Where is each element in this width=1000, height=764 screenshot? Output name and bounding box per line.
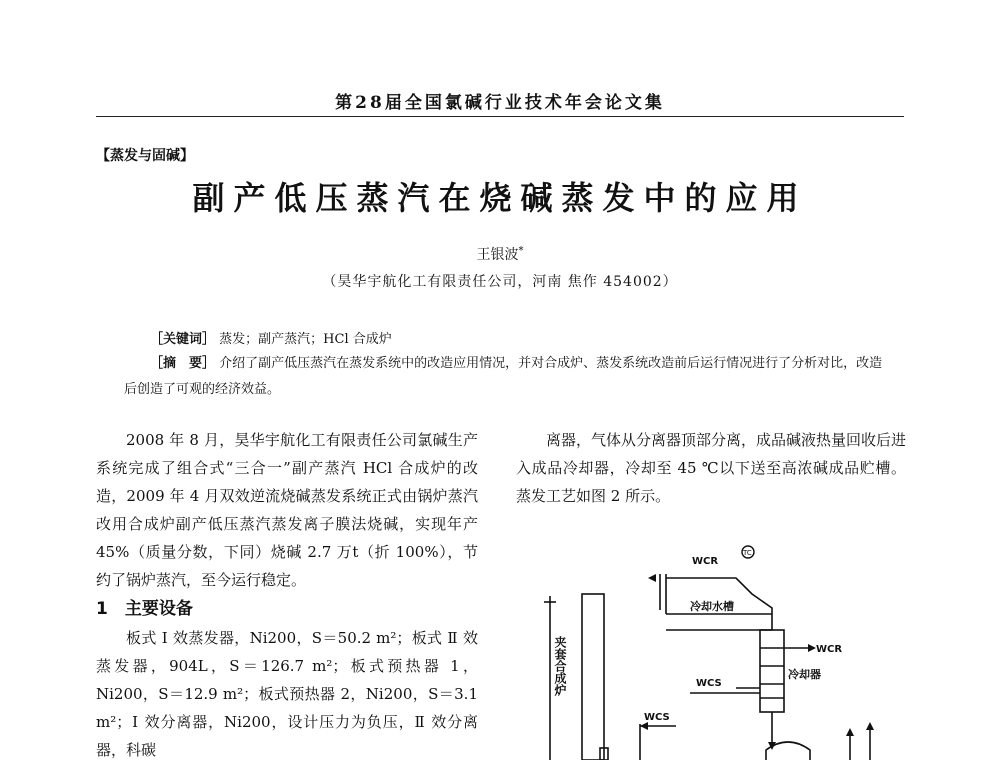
header-rule — [96, 116, 904, 117]
section-1-paragraph: 板式 Ⅰ 效蒸发器，Ni200，S＝50.2 m²；板式 Ⅱ 效蒸发器，904L，S＝126.7 m²；板式预热器 1，Ni200，S＝12.9 m²；板式预热器 2，Ni200，S＝3.1 m²；Ⅰ 效分离器，Ni200，设计压力为负压，Ⅱ 效分离器，科碳 — [96, 629, 478, 759]
diagram-label-tc: TC — [743, 549, 752, 557]
diagram-label-cooling-tank: 冷却水槽 — [690, 600, 734, 613]
diagram-label-wcr-top: WCR — [692, 556, 719, 567]
intro-paragraph: 2008 年 8 月，昊华宇航化工有限责任公司氯碱生产系统完成了组合式“三合一”副产蒸汽 HCl 合成炉的改造，2009 年 4 月双效逆流烧碱蒸发系统正式由锅炉蒸汽改用合成炉副产低压蒸汽蒸发离子膜法烧碱，实现年产 45%（质量分数，下同）烧碱 2.7 万t（折 100%），节约了锅炉蒸汽，至今运行稳定。 — [96, 431, 478, 589]
abstract-text: 介绍了副产低压蒸汽在蒸发系统中的改造应用情况，并对合成炉、蒸发系统改造前后运行情况进行了分析对比，改造后创造了可观的经济效益。 — [124, 356, 883, 397]
right-column — [516, 426, 906, 510]
keywords-text: 蒸发；副产蒸汽；HCl 合成炉 — [219, 332, 392, 347]
furnace-body — [582, 594, 604, 760]
author-mark: * — [518, 245, 524, 257]
keywords — [150, 328, 392, 347]
journal-header: 第28届全国氯碱行业技术年会论文集 — [335, 93, 665, 113]
section-tag: 【蒸发与固碱】 — [96, 148, 194, 164]
author-name: 王银波 — [476, 247, 519, 263]
diagram-label-wcr-right: WCR — [816, 644, 843, 655]
cooler-column — [760, 630, 784, 712]
keywords-label: ［关键词］ — [150, 332, 216, 347]
article-title: 副产低压蒸汽在烧碱蒸发中的应用 — [192, 179, 808, 217]
abstract-label: ［摘 要］ — [150, 356, 216, 371]
abstract — [124, 351, 890, 403]
left-column — [96, 426, 478, 764]
diagram-label-cooler: 冷却器 — [788, 668, 821, 681]
diagram-label-furnace: 夹套合成炉 — [553, 636, 567, 696]
process-diagram — [540, 538, 900, 760]
diagram-label-wcs-low: WCS — [644, 712, 670, 723]
section-1-heading: 1 主要设备 — [96, 599, 193, 619]
affiliation: （昊华宇航化工有限责任公司，河南 焦作 454002） — [322, 274, 678, 290]
author-line — [0, 244, 1000, 264]
right-paragraph: 离器，气体从分离器顶部分离，成品碱液热量回收后进入成品冷却器，冷却至 45 ℃以下送至高浓碱成品贮槽。蒸发工艺如图 2 所示。 — [516, 431, 907, 505]
diagram-label-wcs-mid: WCS — [696, 678, 722, 689]
